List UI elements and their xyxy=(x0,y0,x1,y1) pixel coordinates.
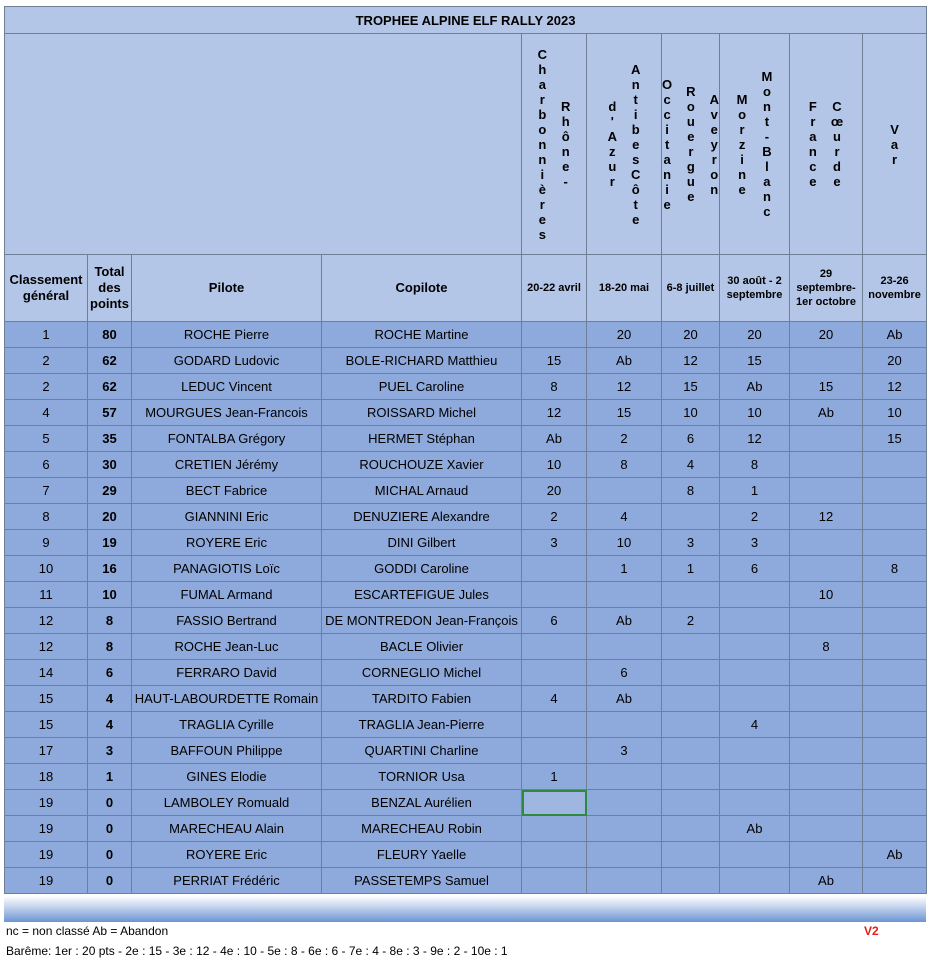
cell-score[interactable] xyxy=(863,686,927,712)
cell-total[interactable]: 57 xyxy=(88,400,132,426)
cell-score[interactable] xyxy=(662,816,720,842)
table-row xyxy=(5,738,927,764)
cell-score[interactable] xyxy=(863,452,927,478)
cell-score[interactable] xyxy=(662,712,720,738)
table-row xyxy=(5,556,927,582)
cell-score[interactable]: 10 xyxy=(662,400,720,426)
cell-score[interactable]: 20 xyxy=(587,322,662,348)
cell-pilote[interactable]: GIANNINI Eric xyxy=(132,504,322,530)
cell-pilote[interactable]: BAFFOUN Philippe xyxy=(132,738,322,764)
table-row xyxy=(5,868,927,894)
cell-copilote[interactable]: HERMET Stéphan xyxy=(322,426,522,452)
venue-word: A v e y r o n xyxy=(709,91,719,197)
cell-pilote[interactable]: ROCHE Jean-Luc xyxy=(132,634,322,660)
cell-score[interactable] xyxy=(790,686,863,712)
table-row xyxy=(5,452,927,478)
cell-total[interactable]: 3 xyxy=(88,738,132,764)
cell-score[interactable] xyxy=(790,348,863,374)
cell-score[interactable] xyxy=(790,452,863,478)
cell-rank[interactable]: 5 xyxy=(5,426,88,452)
cell-score[interactable] xyxy=(720,868,790,894)
cell-score[interactable] xyxy=(720,686,790,712)
venue-word: V a r xyxy=(890,121,899,167)
cell-score[interactable]: 12 xyxy=(720,426,790,452)
cell-score[interactable]: 8 xyxy=(587,452,662,478)
cell-score[interactable]: 4 xyxy=(720,712,790,738)
cell-score[interactable] xyxy=(720,660,790,686)
cell-score[interactable] xyxy=(662,868,720,894)
cell-score[interactable]: Ab xyxy=(863,842,927,868)
cell-score[interactable] xyxy=(522,816,587,842)
cell-score[interactable]: 6 xyxy=(662,426,720,452)
cell-copilote[interactable]: PASSETEMPS Samuel xyxy=(322,868,522,894)
cell-total[interactable]: 62 xyxy=(88,348,132,374)
cell-score[interactable] xyxy=(790,530,863,556)
cell-score[interactable]: 8 xyxy=(790,634,863,660)
cell-copilote[interactable]: DENUZIERE Alexandre xyxy=(322,504,522,530)
cell-pilote[interactable]: LAMBOLEY Romuald xyxy=(132,790,322,816)
venue-word: O c c i t a n i e xyxy=(662,76,673,212)
cell-score[interactable]: 15 xyxy=(522,348,587,374)
header-copilote[interactable]: Copilote xyxy=(322,255,522,322)
cell-score[interactable] xyxy=(863,582,927,608)
cell-copilote[interactable]: ROISSARD Michel xyxy=(322,400,522,426)
cell-copilote[interactable]: MARECHEAU Robin xyxy=(322,816,522,842)
cell-score[interactable]: 3 xyxy=(522,530,587,556)
cell-score[interactable]: Ab xyxy=(587,686,662,712)
cell-rank[interactable]: 6 xyxy=(5,452,88,478)
cell-copilote[interactable]: MICHAL Arnaud xyxy=(322,478,522,504)
header-pilote[interactable]: Pilote xyxy=(132,255,322,322)
cell-score[interactable] xyxy=(720,608,790,634)
table-row xyxy=(5,374,927,400)
cell-score[interactable]: 1 xyxy=(522,764,587,790)
cell-score[interactable] xyxy=(522,868,587,894)
cell-pilote[interactable]: FONTALBA Grégory xyxy=(132,426,322,452)
cell-score[interactable] xyxy=(662,634,720,660)
cell-score[interactable] xyxy=(790,556,863,582)
venue-header[interactable] xyxy=(522,34,587,255)
cell-score[interactable]: 6 xyxy=(522,608,587,634)
cell-copilote[interactable]: DINI Gilbert xyxy=(322,530,522,556)
cell-score[interactable]: 10 xyxy=(522,452,587,478)
table-row xyxy=(5,530,927,556)
header-date[interactable]: 20-22 avril xyxy=(522,255,587,322)
cell-score[interactable]: 6 xyxy=(720,556,790,582)
cell-pilote[interactable]: BECT Fabrice xyxy=(132,478,322,504)
version-label: V2 xyxy=(864,924,879,938)
legend-note: nc = non classé Ab = Abandon xyxy=(6,924,169,938)
cell-rank[interactable]: 19 xyxy=(5,816,88,842)
cell-rank[interactable]: 1 xyxy=(5,322,88,348)
cell-rank[interactable]: 8 xyxy=(5,504,88,530)
cell-score[interactable]: 3 xyxy=(720,530,790,556)
cell-score[interactable] xyxy=(863,738,927,764)
cell-score[interactable] xyxy=(863,790,927,816)
cell-total[interactable]: 4 xyxy=(88,686,132,712)
table-row xyxy=(5,504,927,530)
table-row xyxy=(5,816,927,842)
cell-score[interactable]: 20 xyxy=(720,322,790,348)
cell-score[interactable]: 3 xyxy=(587,738,662,764)
cell-score[interactable]: Ab xyxy=(790,400,863,426)
cell-score[interactable]: 2 xyxy=(587,426,662,452)
cell-pilote[interactable]: ROYERE Eric xyxy=(132,842,322,868)
cell-score[interactable] xyxy=(863,634,927,660)
cell-total[interactable]: 30 xyxy=(88,452,132,478)
table-row xyxy=(5,400,927,426)
cell-pilote[interactable]: LEDUC Vincent xyxy=(132,374,322,400)
cell-score[interactable] xyxy=(790,764,863,790)
cell-score[interactable]: Ab xyxy=(587,608,662,634)
cell-pilote[interactable]: FUMAL Armand xyxy=(132,582,322,608)
cell-copilote[interactable]: BOLE-RICHARD Matthieu xyxy=(322,348,522,374)
cell-copilote[interactable]: ROUCHOUZE Xavier xyxy=(322,452,522,478)
cell-score[interactable]: 20 xyxy=(522,478,587,504)
cell-score[interactable] xyxy=(587,842,662,868)
cell-copilote[interactable]: PUEL Caroline xyxy=(322,374,522,400)
cell-score[interactable]: 15 xyxy=(587,400,662,426)
table-row xyxy=(5,608,927,634)
cell-score[interactable] xyxy=(863,478,927,504)
table-row xyxy=(5,348,927,374)
cell-score[interactable] xyxy=(522,634,587,660)
cell-score[interactable]: 8 xyxy=(720,452,790,478)
cell-score[interactable]: 15 xyxy=(662,374,720,400)
cell-score[interactable] xyxy=(587,478,662,504)
table-row xyxy=(5,426,927,452)
cell-score[interactable] xyxy=(662,660,720,686)
cell-copilote[interactable]: QUARTINI Charline xyxy=(322,738,522,764)
venue-word: C œ u r d e xyxy=(830,99,844,189)
venue-header-blank[interactable] xyxy=(5,34,522,255)
header-date[interactable]: 29 septembre-1er octobre xyxy=(790,255,863,322)
cell-copilote[interactable]: GODDI Caroline xyxy=(322,556,522,582)
cell-score[interactable] xyxy=(790,712,863,738)
cell-score[interactable]: 2 xyxy=(720,504,790,530)
cell-score[interactable]: 10 xyxy=(587,530,662,556)
cell-score[interactable] xyxy=(522,790,587,816)
cell-total[interactable]: 8 xyxy=(88,608,132,634)
table-row xyxy=(5,660,927,686)
table-row xyxy=(5,686,927,712)
cell-score[interactable] xyxy=(790,660,863,686)
cell-copilote[interactable]: CORNEGLIO Michel xyxy=(322,660,522,686)
cell-score[interactable] xyxy=(522,712,587,738)
cell-score[interactable]: 10 xyxy=(720,400,790,426)
cell-score[interactable]: 20 xyxy=(863,348,927,374)
cell-pilote[interactable]: HAUT-LABOURDETTE Romain xyxy=(132,686,322,712)
cell-score[interactable]: 1 xyxy=(662,556,720,582)
cell-score[interactable] xyxy=(863,764,927,790)
cell-copilote[interactable]: ROCHE Martine xyxy=(322,322,522,348)
cell-copilote[interactable]: BENZAL Aurélien xyxy=(322,790,522,816)
cell-rank[interactable]: 19 xyxy=(5,790,88,816)
cell-pilote[interactable]: MOURGUES Jean-Francois xyxy=(132,400,322,426)
cell-copilote[interactable]: BACLE Olivier xyxy=(322,634,522,660)
cell-total[interactable]: 0 xyxy=(88,868,132,894)
cell-score[interactable] xyxy=(587,582,662,608)
cell-pilote[interactable]: FERRARO David xyxy=(132,660,322,686)
header-total[interactable]: Total des points xyxy=(88,255,132,322)
cell-score[interactable] xyxy=(790,816,863,842)
cell-total[interactable]: 0 xyxy=(88,842,132,868)
cell-score[interactable]: 3 xyxy=(662,530,720,556)
cell-total[interactable]: 62 xyxy=(88,374,132,400)
cell-score[interactable] xyxy=(587,634,662,660)
cell-score[interactable]: 4 xyxy=(587,504,662,530)
cell-score[interactable] xyxy=(522,556,587,582)
cell-score[interactable] xyxy=(863,816,927,842)
cell-copilote[interactable]: TORNIOR Usa xyxy=(322,764,522,790)
cell-score[interactable]: 12 xyxy=(863,374,927,400)
table-row xyxy=(5,842,927,868)
venue-word: d ' A z u r xyxy=(607,99,617,189)
cell-score[interactable] xyxy=(790,790,863,816)
cell-score[interactable] xyxy=(863,504,927,530)
cell-score[interactable]: Ab xyxy=(587,348,662,374)
cell-score[interactable] xyxy=(863,712,927,738)
cell-rank[interactable]: 15 xyxy=(5,686,88,712)
cell-total[interactable]: 19 xyxy=(88,530,132,556)
cell-score[interactable]: 15 xyxy=(720,348,790,374)
cell-score[interactable] xyxy=(790,608,863,634)
cell-score[interactable]: Ab xyxy=(522,426,587,452)
cell-score[interactable]: 8 xyxy=(662,478,720,504)
cell-score[interactable]: 15 xyxy=(863,426,927,452)
cell-score[interactable] xyxy=(720,738,790,764)
venue-word: M o n t - B l a n c xyxy=(761,69,773,219)
header-date[interactable]: 6-8 juillet xyxy=(662,255,720,322)
cell-pilote[interactable]: CRETIEN Jérémy xyxy=(132,452,322,478)
venue-header[interactable] xyxy=(863,34,927,255)
cell-rank[interactable]: 15 xyxy=(5,712,88,738)
venue-word: F r a n c e xyxy=(808,99,817,189)
cell-score[interactable] xyxy=(662,686,720,712)
venue-word: M o r z i n e xyxy=(736,91,748,197)
cell-copilote[interactable]: FLEURY Yaelle xyxy=(322,842,522,868)
cell-score[interactable]: Ab xyxy=(863,322,927,348)
cell-total[interactable]: 8 xyxy=(88,634,132,660)
venue-word: R h ô n e - xyxy=(561,99,571,189)
cell-rank[interactable]: 18 xyxy=(5,764,88,790)
cell-score[interactable]: 4 xyxy=(522,686,587,712)
cell-score[interactable] xyxy=(720,790,790,816)
cell-rank[interactable]: 17 xyxy=(5,738,88,764)
venue-word: C h a r b o n n i è r e s xyxy=(537,46,547,242)
cell-score[interactable] xyxy=(790,738,863,764)
cell-rank[interactable]: 7 xyxy=(5,478,88,504)
cell-score[interactable]: 20 xyxy=(662,322,720,348)
table-row xyxy=(5,712,927,738)
cell-score[interactable]: 12 xyxy=(522,400,587,426)
cell-score[interactable] xyxy=(662,790,720,816)
cell-copilote[interactable]: TARDITO Fabien xyxy=(322,686,522,712)
cell-score[interactable] xyxy=(863,660,927,686)
bottom-gradient-band xyxy=(4,896,926,922)
venue-word: R o u e r g u e xyxy=(686,84,696,204)
cell-pilote[interactable]: FASSIO Bertrand xyxy=(132,608,322,634)
cell-score[interactable] xyxy=(522,660,587,686)
cell-rank[interactable]: 12 xyxy=(5,608,88,634)
cell-pilote[interactable]: MARECHEAU Alain xyxy=(132,816,322,842)
cell-score[interactable]: 2 xyxy=(522,504,587,530)
cell-score[interactable] xyxy=(790,426,863,452)
cell-score[interactable] xyxy=(863,608,927,634)
cell-pilote[interactable]: GINES Elodie xyxy=(132,764,322,790)
cell-total[interactable]: 80 xyxy=(88,322,132,348)
cell-score[interactable] xyxy=(720,842,790,868)
cell-score[interactable] xyxy=(587,868,662,894)
cell-score[interactable]: 8 xyxy=(863,556,927,582)
cell-copilote[interactable]: DE MONTREDON Jean-François xyxy=(322,608,522,634)
cell-score[interactable] xyxy=(720,582,790,608)
cell-rank[interactable]: 14 xyxy=(5,660,88,686)
cell-score[interactable] xyxy=(587,816,662,842)
header-date[interactable]: 18-20 mai xyxy=(587,255,662,322)
header-classement[interactable]: Classement général xyxy=(5,255,88,322)
cell-rank[interactable]: 9 xyxy=(5,530,88,556)
cell-pilote[interactable]: ROCHE Pierre xyxy=(132,322,322,348)
cell-score[interactable] xyxy=(662,504,720,530)
cell-copilote[interactable]: TRAGLIA Jean-Pierre xyxy=(322,712,522,738)
cell-total[interactable]: 20 xyxy=(88,504,132,530)
cell-pilote[interactable]: GODARD Ludovic xyxy=(132,348,322,374)
cell-score[interactable] xyxy=(522,582,587,608)
cell-score[interactable]: 4 xyxy=(662,452,720,478)
cell-score[interactable] xyxy=(790,842,863,868)
cell-score[interactable]: 12 xyxy=(790,504,863,530)
cell-total[interactable]: 6 xyxy=(88,660,132,686)
cell-score[interactable]: 20 xyxy=(790,322,863,348)
cell-score[interactable]: 1 xyxy=(587,556,662,582)
cell-total[interactable]: 35 xyxy=(88,426,132,452)
cell-score[interactable] xyxy=(662,842,720,868)
cell-score[interactable]: 2 xyxy=(662,608,720,634)
cell-pilote[interactable]: TRAGLIA Cyrille xyxy=(132,712,322,738)
cell-score[interactable]: Ab xyxy=(790,868,863,894)
venue-header[interactable] xyxy=(720,34,790,255)
cell-total[interactable]: 0 xyxy=(88,816,132,842)
cell-total[interactable]: 16 xyxy=(88,556,132,582)
bareme-note: Barême: 1er : 20 pts - 2e : 15 - 3e : 12 - 4e : 10 - 5e : 8 - 6e : 6 - 7e : 4 - 8e : 3 - 9e : 2 - 10e : 1 xyxy=(6,944,508,958)
cell-total[interactable]: 4 xyxy=(88,712,132,738)
cell-rank[interactable]: 11 xyxy=(5,582,88,608)
cell-score[interactable] xyxy=(790,478,863,504)
cell-score[interactable] xyxy=(522,842,587,868)
cell-rank[interactable]: 12 xyxy=(5,634,88,660)
table-row xyxy=(5,322,927,348)
cell-score[interactable] xyxy=(662,582,720,608)
cell-rank[interactable]: 2 xyxy=(5,348,88,374)
venue-word: A n t i b e s C ô t e xyxy=(631,61,641,227)
cell-score[interactable] xyxy=(720,634,790,660)
venue-header[interactable] xyxy=(587,34,662,255)
cell-score[interactable] xyxy=(587,764,662,790)
cell-score[interactable]: Ab xyxy=(720,816,790,842)
cell-score[interactable] xyxy=(522,322,587,348)
cell-score[interactable]: 15 xyxy=(790,374,863,400)
cell-score[interactable] xyxy=(587,790,662,816)
cell-score[interactable] xyxy=(522,738,587,764)
cell-score[interactable] xyxy=(863,868,927,894)
cell-score[interactable]: 10 xyxy=(790,582,863,608)
cell-score[interactable] xyxy=(863,530,927,556)
cell-score[interactable] xyxy=(587,712,662,738)
cell-pilote[interactable]: PERRIAT Frédéric xyxy=(132,868,322,894)
cell-score[interactable]: 1 xyxy=(720,478,790,504)
sheet-title[interactable]: TROPHEE ALPINE ELF RALLY 2023 xyxy=(5,7,927,34)
table-row xyxy=(5,790,927,816)
cell-rank[interactable]: 10 xyxy=(5,556,88,582)
cell-total[interactable]: 29 xyxy=(88,478,132,504)
cell-score[interactable]: Ab xyxy=(720,374,790,400)
table-row xyxy=(5,478,927,504)
cell-score[interactable]: 12 xyxy=(662,348,720,374)
cell-score[interactable]: 6 xyxy=(587,660,662,686)
cell-score[interactable]: 8 xyxy=(522,374,587,400)
cell-copilote[interactable]: ESCARTEFIGUE Jules xyxy=(322,582,522,608)
venue-header[interactable] xyxy=(790,34,863,255)
venue-header[interactable] xyxy=(662,34,720,255)
cell-rank[interactable]: 19 xyxy=(5,868,88,894)
cell-score[interactable] xyxy=(720,764,790,790)
cell-rank[interactable]: 19 xyxy=(5,842,88,868)
cell-pilote[interactable]: PANAGIOTIS Loïc xyxy=(132,556,322,582)
cell-score[interactable]: 10 xyxy=(863,400,927,426)
cell-rank[interactable]: 4 xyxy=(5,400,88,426)
table-row xyxy=(5,634,927,660)
cell-score[interactable] xyxy=(662,764,720,790)
header-date[interactable]: 30 août - 2 septembre xyxy=(720,255,790,322)
table-row xyxy=(5,582,927,608)
header-date[interactable]: 23-26 novembre xyxy=(863,255,927,322)
cell-total[interactable]: 1 xyxy=(88,764,132,790)
standings-table xyxy=(4,6,927,894)
cell-pilote[interactable]: ROYERE Eric xyxy=(132,530,322,556)
cell-total[interactable]: 0 xyxy=(88,790,132,816)
cell-rank[interactable]: 2 xyxy=(5,374,88,400)
cell-total[interactable]: 10 xyxy=(88,582,132,608)
cell-score[interactable] xyxy=(662,738,720,764)
table-row xyxy=(5,764,927,790)
cell-score[interactable]: 12 xyxy=(587,374,662,400)
